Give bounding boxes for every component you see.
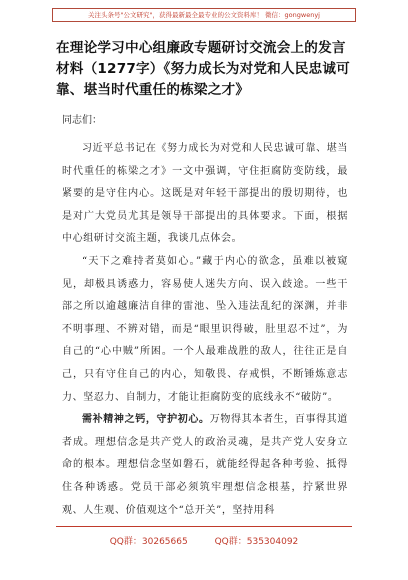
paragraph-text: “天下之难持者莫如心。”藏于内心的欲念，虽难以被窥见，却极具诱惑力，容易使人迷失方向、误入歧途。一些干部之所以逾越廉洁自律的雷池、坠入违法乱纪的深渊，并非不明事理、不辨对错，而是“眼里识得破，肚里忍不过”，为自己的“心中贼”所困。一个人最难战胜的敌人，往往正是自己，只有守住自己的内心，知敬畏、存戒惧，不断锤炼意志力、坚忍力、自制力，才能让拒腐防变的底线永不“破防”。: [62, 255, 348, 403]
paragraph-heart: [62, 251, 348, 409]
paragraph-intro: [62, 138, 348, 251]
document-title: 在理论学习中心组廉政专题研讨交流会上的发言材料（1277字）《努力成长为对党和人民忠诚可靠、堪当时代重任的栋梁之才》: [56, 40, 350, 98]
salutation: 同志们：: [62, 115, 102, 126]
paragraph-ideals: [62, 409, 348, 522]
footer-qq-group-2: QQ群：535304092: [214, 537, 299, 547]
footer-divider: [56, 526, 352, 527]
header-banner: 关注头条号"公文研究"，获得最新最全最专业的公文资料库！ 微信：gongwenyj: [52, 8, 356, 22]
footer: [0, 534, 408, 547]
paragraph-text: 万物得其本者生，百事得其道者成。理想信念是共产党人的政治灵魂，是共产党人安身立命的根本。理想信念坚如磐石，就能经得起各种考验、抵得住各种诱惑。党员干部必须筑牢理想信念根基，拧紧世界观、人生观、价值观这个“总开关”，坚持用科: [62, 414, 348, 516]
paragraph-lead: 需补精神之钙，守护初心。: [82, 414, 210, 426]
paragraph-text: 习近平总书记在《努力成长为对党和人民忠诚可靠、堪当时代重任的栋梁之才》一文中强调，守住拒腐防变防线，最紧要的是守住内心。这既是对年轻干部提出的殷切期待，也是对广大党员尤其是领导干部提出的具体要求。下面，根据中心组研讨交流主题，我谈几点体会。: [62, 143, 348, 245]
footer-qq-group-1: QQ群：30265665: [109, 537, 188, 547]
document-body: [62, 138, 348, 522]
